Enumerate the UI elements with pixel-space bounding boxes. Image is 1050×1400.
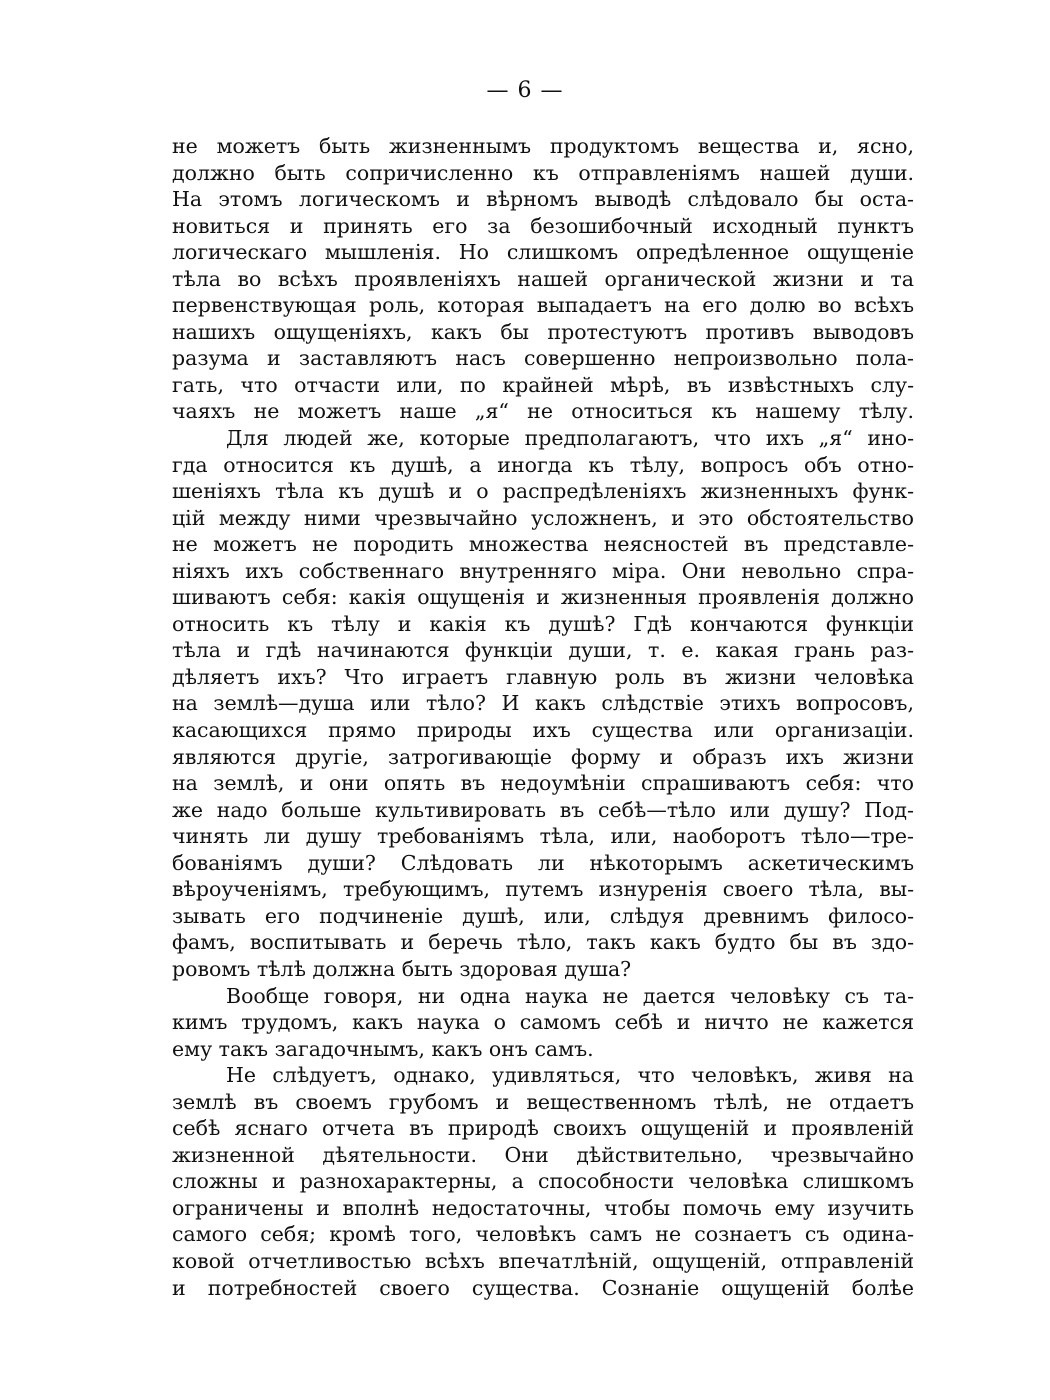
text-line: сложны и разнохарактерны, а способности человѣка слишкомъ bbox=[172, 1169, 914, 1194]
text-line: Для людей же, которые предполагаютъ, что ихъ „я“ ино- bbox=[226, 426, 914, 451]
page-number: — 6 — bbox=[486, 78, 564, 103]
text-line: нашихъ ощущеніяхъ, какъ бы протестуютъ противъ выводовъ bbox=[172, 319, 914, 344]
text-line: землѣ въ своемъ грубомъ и вещественномъ тѣлѣ, не отдаетъ bbox=[172, 1089, 914, 1114]
text-line: шиваютъ себя: какія ощущенія и жизненныя проявленія должно bbox=[172, 585, 914, 610]
text-line: цій между ними чрезвычайно усложненъ, и это обстоятельство bbox=[172, 505, 914, 530]
body-text bbox=[172, 133, 914, 1301]
text-line: себѣ яснаго отчета въ природѣ своихъ ощущеній и проявленій bbox=[172, 1116, 914, 1141]
text-line: Не слѣдуетъ, однако, удивляться, что человѣкъ, живя на bbox=[226, 1063, 914, 1088]
text-line: самого себя; кромѣ того, человѣкъ самъ не сознаетъ съ одина- bbox=[172, 1222, 914, 1247]
text-line: касающихся прямо природы ихъ существа или организаціи. bbox=[172, 718, 914, 743]
text-line: дѣляетъ ихъ? Что играетъ главную роль въ жизни человѣка bbox=[172, 664, 914, 689]
text-line: на землѣ, и они опять въ недоумѣніи спрашиваютъ себя: что bbox=[172, 771, 914, 796]
text-line: логическаго мышленія. Но слишкомъ опредѣленное ощущеніе bbox=[172, 240, 914, 265]
text-line: должно быть сопричисленно къ отправленіямъ нашей души. bbox=[172, 160, 914, 185]
text-line: жизненной дѣятельности. Они дѣйствительно, чрезвычайно bbox=[172, 1142, 914, 1167]
text-line: новиться и принять его за безошибочный исходный пунктъ bbox=[172, 213, 914, 238]
text-line: Вообще говоря, ни одна наука не дается человѣку съ та- bbox=[226, 983, 914, 1008]
text-line: ровомъ тѣлѣ должна быть здоровая душа? bbox=[172, 956, 632, 981]
text-line: зывать его подчиненіе душѣ, или, слѣдуя древнимъ филосо- bbox=[172, 903, 914, 928]
text-line: и потребностей своего существа. Сознаніе ощущеній болѣе bbox=[172, 1275, 914, 1300]
text-line: не можетъ быть жизненнымъ продуктомъ вещества и, ясно, bbox=[172, 134, 914, 158]
text-line: чаяхъ не можетъ наше „я“ не относиться къ нашему тѣлу. bbox=[172, 399, 914, 424]
text-line: На этомъ логическомъ и вѣрномъ выводѣ слѣдовало бы оста- bbox=[172, 187, 914, 212]
text-line: чинять ли душу требованіямъ тѣла, или, наоборотъ тѣло—тре- bbox=[172, 824, 914, 849]
text-line: ему такъ загадочнымъ, какъ онъ самъ. bbox=[172, 1036, 594, 1061]
paragraph-3 bbox=[172, 983, 914, 1063]
text-line: разума и заставляютъ насъ совершенно непроизвольно пола- bbox=[172, 346, 914, 371]
text-line: ніяхъ ихъ собственнаго внутренняго міра. Они невольно спра- bbox=[172, 558, 914, 583]
text-line: являются другіе, затрогивающіе форму и образъ ихъ жизни bbox=[172, 744, 914, 769]
text-line: же надо больше культивировать въ себѣ—тѣло или душу? Под- bbox=[172, 797, 914, 822]
text-line: ковой отчетливостью всѣхъ впечатлѣній, ощущеній, отправленій bbox=[172, 1248, 914, 1273]
text-line: фамъ, воспитывать и беречь тѣло, такъ какъ будто бы въ здо- bbox=[172, 930, 914, 955]
paragraph-4 bbox=[172, 1062, 914, 1301]
text-line: на землѣ—душа или тѣло? И какъ слѣдствіе этихъ вопросовъ, bbox=[172, 691, 914, 716]
text-line: тѣла и гдѣ начинаются функціи души, т. е. какая грань раз- bbox=[172, 638, 914, 663]
text-line: относить къ тѣлу и какія къ душѣ? Гдѣ кончаются функціи bbox=[172, 611, 914, 636]
paragraph-1 bbox=[172, 133, 914, 425]
text-line: не можетъ не породить множества неясностей въ представле- bbox=[172, 532, 914, 557]
text-line: гда относится къ душѣ, а иногда къ тѣлу, вопросъ объ отно- bbox=[172, 452, 914, 477]
text-line: первенствующая роль, которая выпадаетъ на его долю во всѣхъ bbox=[172, 293, 914, 318]
text-line: ограничены и вполнѣ недостаточны, чтобы помочь ему изучить bbox=[172, 1195, 914, 1220]
text-line: вѣроученіямъ, требующимъ, путемъ изнуренія своего тѣла, вы- bbox=[172, 877, 914, 902]
text-line: шеніяхъ тѣла къ душѣ и о распредѣленіяхъ жизненныхъ функ- bbox=[172, 479, 914, 504]
text-line: тѣла во всѣхъ проявленіяхъ нашей органической жизни и та bbox=[172, 266, 914, 291]
text-line: гать, что отчасти или, по крайней мѣрѣ, въ извѣстныхъ слу- bbox=[172, 372, 914, 397]
paragraph-2 bbox=[172, 425, 914, 982]
text-line: кимъ трудомъ, какъ наука о самомъ себѣ и ничто не кажется bbox=[172, 1010, 914, 1035]
text-line: бованіямъ души? Слѣдовать ли нѣкоторымъ аскетическимъ bbox=[172, 850, 914, 875]
